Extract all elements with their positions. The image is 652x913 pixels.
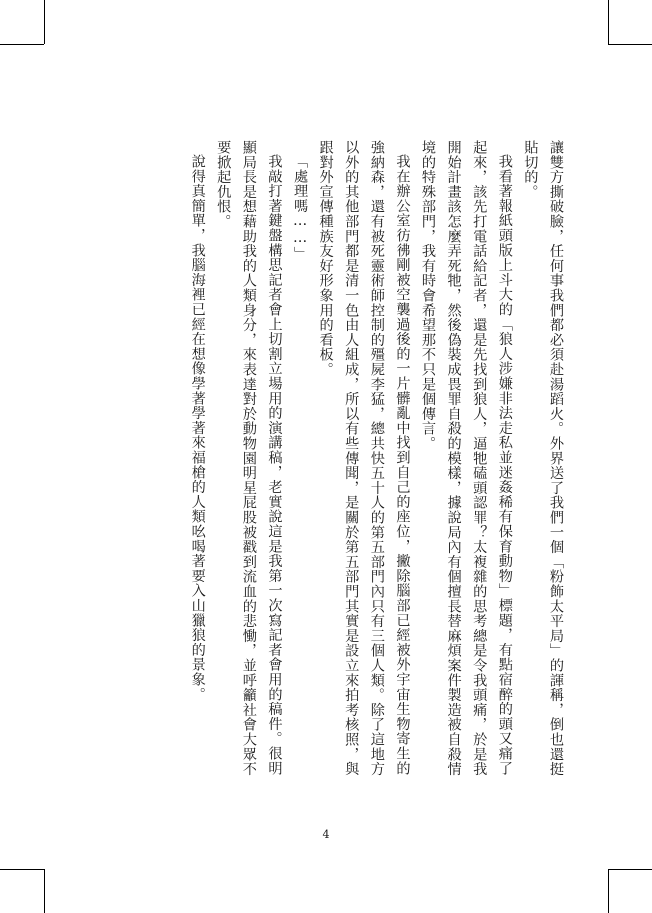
crop-mark-bottom-left-horizontal [0,869,44,870]
crop-mark-bottom-left-vertical [44,869,45,913]
crop-mark-top-left-vertical [44,0,45,44]
crop-mark-top-left-horizontal [0,44,44,45]
crop-mark-top-right-horizontal [608,44,652,45]
paragraph: 讓雙方撕破臉，任何事我們都必須赴湯蹈火。外界送了我們一個「粉飾太平局」的諢稱，倒也還挺貼切的。 [522,140,564,777]
paragraph: 我在辦公室彷彿剛被空襲過後的一片髒亂中找到自己的座位，撇除腦部已經被外宇宙生物寄生的強納森，還有被死靈術師控制的殭屍李猛，總共快五十人的第五部門內只有三個人類。除了這地方以外的其他部門都是清一色由人組成，所以有些傳聞，是關於第五部門其實是設立來拍考核照，與跟對外宣傳種族友好形象用的看板。 [317,140,411,777]
crop-mark-top-right-vertical [608,0,609,44]
body-text-area [100,140,568,790]
paragraph: 「處理嗎……」 [292,154,309,262]
page-number: 4 [322,828,330,841]
crop-mark-bottom-right-vertical [608,869,609,913]
paragraph: 說得真簡單，我腦海裡已經在想像學著學著來福槍的人類吆喝著要入山獵狼的景象。 [189,154,206,702]
vertical-body-text [100,140,568,790]
paragraph: 我敲打著鍵盤構思記者會上切割立場用的演講稿，老實說這是我第一次寫記者會用的稿件。很明顯局長是想藉助我的人類身分，來表達對於動物園明星屁股被戳到流血的悲慟，並呼籲社會大眾不要掀起仇恨。 [215,140,283,777]
crop-mark-bottom-right-horizontal [608,869,652,870]
paragraph: 我看著報紙頭版上斗大的「狼人涉嫌非法走私並迷姦稀有保育動物」標題，有點宿醉的頭又痛了起來，該先打電話給記者，還是先找到狼人，逼牠磕頭認罪？太複雜的思考總是令我頭痛，於是我開始計畫該怎麼弄死牠，然後偽裝成畏罪自殺的模樣，據說局內有個擅長替麻煩案件製造被自殺情境的特殊部門，我有時會希望那不只是個傳言。 [420,140,513,777]
